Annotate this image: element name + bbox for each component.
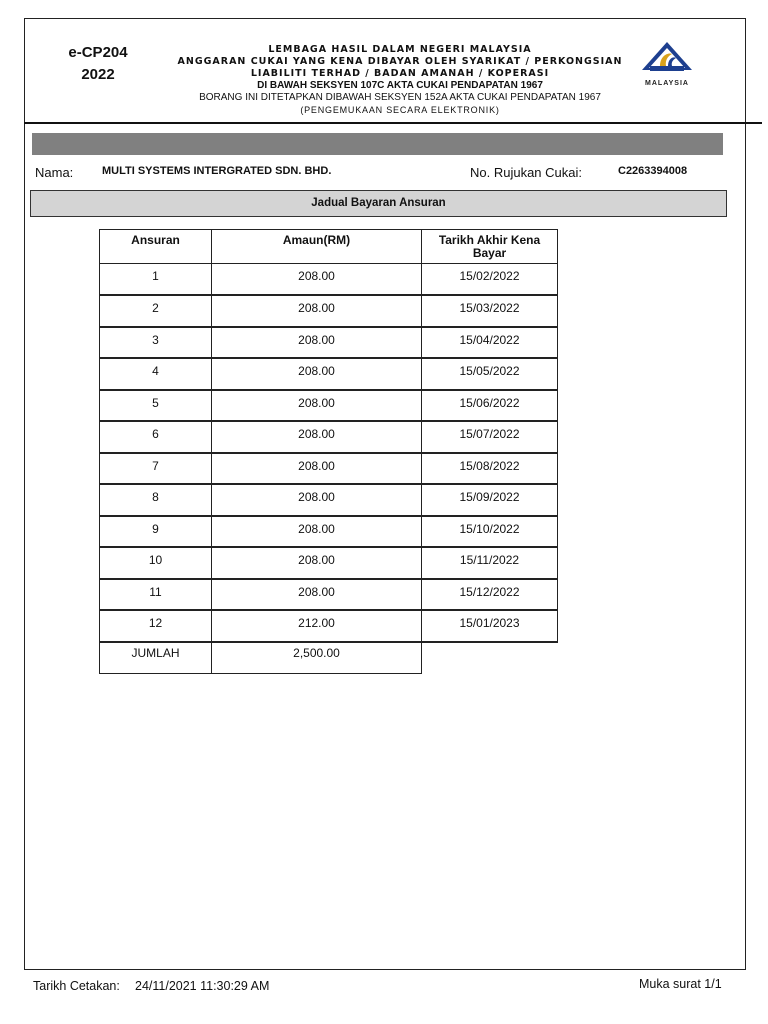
- installment-amount: 208.00: [212, 421, 422, 453]
- table-row: [100, 610, 558, 642]
- installment-number: 6: [100, 421, 212, 453]
- installment-amount: 208.00: [212, 484, 422, 516]
- table-row: [100, 516, 558, 548]
- installment-due-date: 15/01/2023: [422, 610, 558, 642]
- total-row: [100, 642, 558, 674]
- installment-amount: 208.00: [212, 358, 422, 390]
- installment-amount: 208.00: [212, 579, 422, 611]
- installment-table: [99, 229, 558, 674]
- print-date-value: 24/11/2021 11:30:29 AM: [135, 979, 270, 993]
- header-installment: Ansuran: [100, 230, 212, 264]
- form-code: e-CP204: [68, 44, 128, 61]
- name-value: MULTI SYSTEMS INTERGRATED SDN. BHD.: [102, 165, 332, 177]
- installment-number: 4: [100, 358, 212, 390]
- tax-ref-value: C2263394008: [618, 165, 688, 177]
- header-due-date: Tarikh Akhir Kena Bayar: [422, 230, 558, 264]
- installment-number: 9: [100, 516, 212, 548]
- page-number: Muka surat 1/1: [639, 977, 722, 991]
- installment-due-date: 15/08/2022: [422, 453, 558, 485]
- installment-amount: 212.00: [212, 610, 422, 642]
- installment-due-date: 15/12/2022: [422, 579, 558, 611]
- installment-due-date: 15/10/2022: [422, 516, 558, 548]
- installment-due-date: 15/06/2022: [422, 390, 558, 422]
- table-row: [100, 547, 558, 579]
- installment-amount: 208.00: [212, 264, 422, 296]
- total-label: JUMLAH: [100, 642, 212, 674]
- table-row: [100, 390, 558, 422]
- table-row: [100, 579, 558, 611]
- installment-number: 3: [100, 327, 212, 359]
- installment-number: 10: [100, 547, 212, 579]
- table-header-row: [100, 230, 558, 264]
- submission-mode: (PENGEMUKAAN SECARA ELEKTRONIK): [300, 105, 500, 115]
- agency-name: LEMBAGA HASIL DALAM NEGERI MALAYSIA: [268, 44, 532, 55]
- table-row: [100, 421, 558, 453]
- document-header: [176, 44, 624, 116]
- installment-due-date: 15/09/2022: [422, 484, 558, 516]
- installment-number: 2: [100, 295, 212, 327]
- table-row: [100, 453, 558, 485]
- total-blank-cell: [422, 642, 558, 674]
- table-row: [100, 295, 558, 327]
- table-row: [100, 484, 558, 516]
- installment-amount: 208.00: [212, 547, 422, 579]
- logo-text-top: LHDN: [658, 71, 676, 77]
- installment-amount: 208.00: [212, 390, 422, 422]
- logo-text-bottom: MALAYSIA: [645, 80, 689, 87]
- installment-due-date: 15/11/2022: [422, 547, 558, 579]
- table-row: [100, 264, 558, 296]
- gray-banner: [32, 133, 723, 155]
- name-label: Nama:: [35, 165, 74, 180]
- print-date-label: Tarikh Cetakan:: [33, 979, 120, 993]
- header-amount: Amaun(RM): [212, 230, 422, 264]
- table-row: [100, 358, 558, 390]
- installment-number: 8: [100, 484, 212, 516]
- installment-number: 5: [100, 390, 212, 422]
- installment-number: 1: [100, 264, 212, 296]
- form-code-block: [62, 42, 134, 86]
- section-title: Jadual Bayaran Ansuran: [30, 190, 727, 217]
- table-row: [100, 327, 558, 359]
- installment-due-date: 15/05/2022: [422, 358, 558, 390]
- installment-amount: 208.00: [212, 453, 422, 485]
- section-reference: DI BAWAH SEKSYEN 107C AKTA CUKAI PENDAPATAN 1967: [257, 80, 543, 91]
- installment-due-date: 15/07/2022: [422, 421, 558, 453]
- installment-amount: 208.00: [212, 327, 422, 359]
- installment-number: 11: [100, 579, 212, 611]
- form-year: 2022: [81, 66, 115, 83]
- installment-amount: 208.00: [212, 295, 422, 327]
- installment-due-date: 15/02/2022: [422, 264, 558, 296]
- total-amount: 2,500.00: [212, 642, 422, 674]
- installment-amount: 208.00: [212, 516, 422, 548]
- form-title-line1: ANGGARAN CUKAI YANG KENA DIBAYAR OLEH SYARIKAT / PERKONGSIAN: [177, 56, 623, 67]
- lhdn-logo: [638, 40, 696, 88]
- installment-number: 7: [100, 453, 212, 485]
- header-divider: [24, 122, 762, 124]
- form-authority: BORANG INI DITETAPKAN DIBAWAH SEKSYEN 152A AKTA CUKAI PENDAPATAN 1967: [199, 92, 601, 103]
- installment-due-date: 15/04/2022: [422, 327, 558, 359]
- tax-ref-label: No. Rujukan Cukai:: [470, 165, 582, 180]
- form-title-line2: LIABILITI TERHAD / BADAN AMANAH / KOPERASI: [250, 68, 550, 79]
- installment-due-date: 15/03/2022: [422, 295, 558, 327]
- installment-number: 12: [100, 610, 212, 642]
